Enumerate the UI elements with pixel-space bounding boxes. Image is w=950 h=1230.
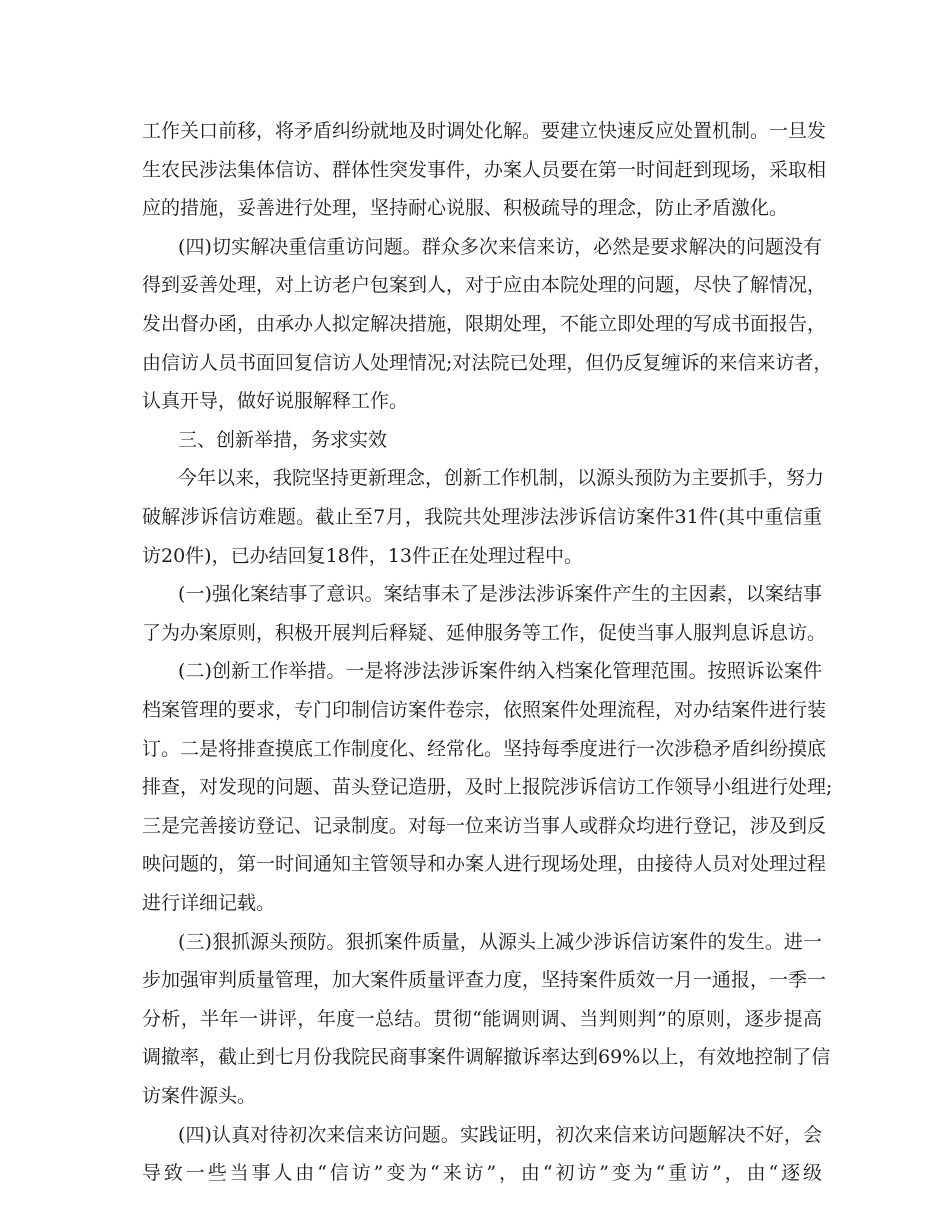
text-line: 映问题的，第一时间通知主管领导和办案人进行现场处理，由接待人员对处理过程 [142,853,827,876]
text-line: 工作关口前移，将矛盾纠纷就地及时调处化解。要建立快速反应处置机制。一旦发 [142,120,827,142]
text-line: 访20件)，已办结回复18件，13件正在处理过程中。 [142,544,583,567]
text-line: (三)狠抓源头预防。狠抓案件质量，从源头上减少涉诉信访案件的发生。进一 [178,930,822,953]
text-line: 了为办案原则，积极开展判后释疑、延伸服务等工作，促使当事人服判息诉息访。 [142,621,827,644]
text-line: 导致一些当事人由“信访”变为“来访”，由“初访”变为“重访”，由“逐级 [142,1162,822,1185]
text-line: 得到妥善处理，对上访老户包案到人，对于应由本院处理的问题，尽快了解情况， [142,274,827,297]
text-line: 访案件源头。 [142,1085,257,1107]
text-line: 排查，对发现的问题、苗头登记造册，及时上报院涉诉信访工作领导小组进行处理; [142,776,833,799]
text-line: 三是完善接访登记、记录制度。对每一位来访当事人或群众均进行登记，涉及到反 [142,814,827,837]
text-line: 破解涉诉信访难题。截止至7月，我院共处理涉法涉诉信访案件31件(其中重信重 [142,506,822,528]
text-line: 分析，半年一讲评，年度一总结。贯彻“能调则调、当判则判”的原则，逐步提高 [142,1007,822,1030]
text-line: 发出督办函，由承办人拟定解决措施，限期处理，不能立即处理的写成书面报告， [142,313,827,335]
text-line: 生农民涉法集体信访、群体性突发事件，办案人员要在第一时间赶到现场，采取相 [142,158,827,181]
section-heading: 三、创新举措，务求实效 [178,428,388,451]
text-line: 档案管理的要求，专门印制信访案件卷宗，依照案件处理流程，对办结案件进行装 [142,699,827,721]
text-line: 由信访人员书面回复信访人处理情况;对法院已处理，但仍反复缠诉的来信来访者， [142,351,833,374]
text-line: (四)切实解决重信重访问题。群众多次来信来访，必然是要求解决的问题没有 [178,235,822,258]
text-line: 调撤率，截止到七月份我院民商事案件调解撤诉率达到69%以上，有效地控制了信 [142,1046,831,1069]
text-line: 进行详细记载。 [142,892,276,914]
text-line: 认真开导，做好说服解释工作。 [142,390,409,413]
text-line: 订。二是将排查摸底工作制度化、经常化。坚持每季度进行一次涉稳矛盾纠纷摸底 [142,737,827,760]
text-line: (四)认真对待初次来信来访问题。实践证明，初次来信来访问题解决不好，会 [178,1123,822,1146]
text-line: 步加强审判质量管理，加大案件质量评查力度，坚持案件质效一月一通报，一季一 [142,969,827,992]
text-line: (二)创新工作举措。一是将涉法涉诉案件纳入档案化管理范围。按照诉讼案件 [178,660,822,683]
text-line: 今年以来，我院坚持更新理念，创新工作机制，以源头预防为主要抓手，努力 [178,467,825,490]
text-line: (一)强化案结事了意识。案结事未了是涉法涉诉案件产生的主因素，以案结事 [178,583,822,606]
text-line: 应的措施，妥善进行处理，坚持耐心说服、积极疏导的理念，防止矛盾激化。 [142,197,789,220]
